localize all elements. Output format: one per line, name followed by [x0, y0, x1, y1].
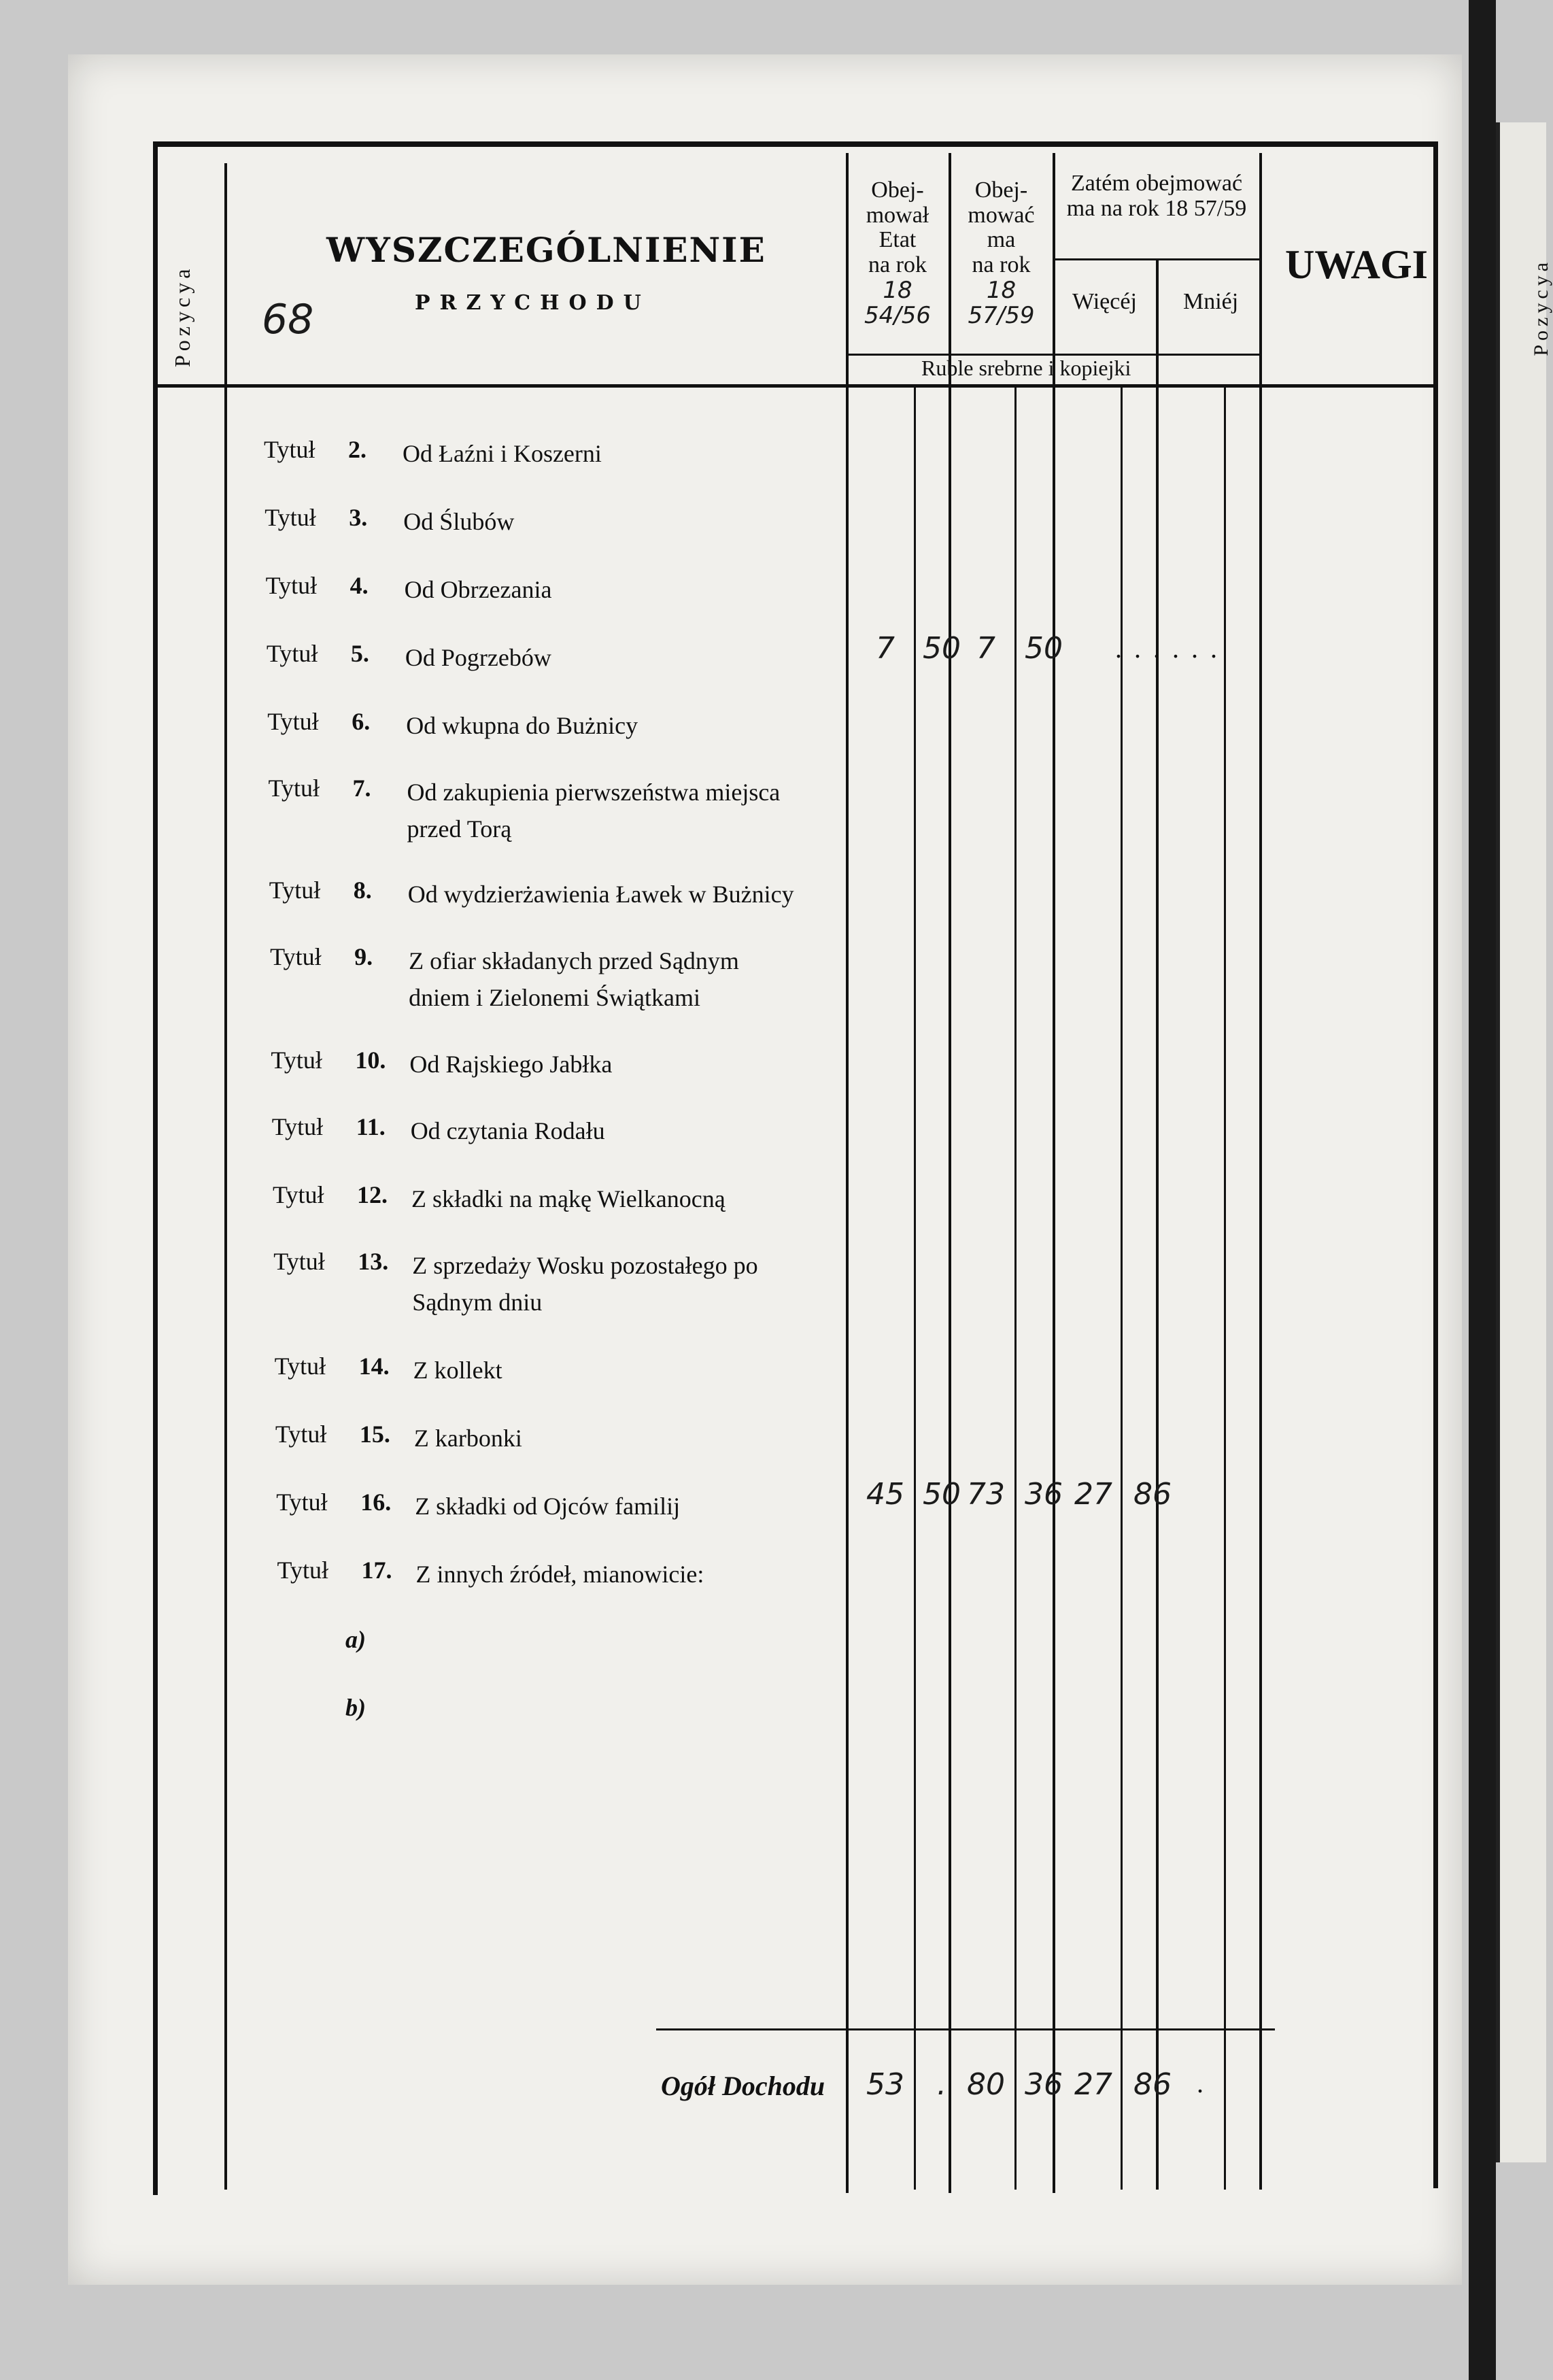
row-label: Tytuł: [274, 1353, 326, 1380]
header-bottom-border: [153, 384, 1438, 388]
row-number: 8.: [353, 877, 372, 904]
table-left-border: [153, 141, 158, 2195]
row16-col1-rubles: 45: [866, 1477, 904, 1512]
row-number: b): [345, 1694, 366, 1721]
row-label: Tytuł: [265, 572, 318, 599]
binding-edge: [1469, 0, 1496, 2380]
row-label: Tytuł: [273, 1248, 325, 1275]
row-description: Od Obrzezania: [404, 576, 552, 603]
row16-col1-kopecks: 50: [923, 1477, 961, 1512]
row-number: 15.: [359, 1421, 390, 1448]
row-label: Tytuł: [271, 1113, 324, 1140]
row-number: 11.: [356, 1113, 386, 1140]
row-description: Sądnym dniu: [412, 1289, 543, 1316]
row-label: Tytuł: [270, 943, 322, 970]
document-page: [68, 54, 1462, 2285]
row-description: Z innych źródeł, mianowicie:: [415, 1561, 704, 1588]
row16-col3-rubles: 27: [1074, 1477, 1112, 1512]
row-number: 12.: [357, 1181, 388, 1208]
header-col2: Obej- mować ma na rok 18 57/59: [968, 177, 1035, 329]
row16-col2-rubles: 73: [967, 1477, 1005, 1512]
row-label: Tytuł: [264, 504, 316, 531]
row-label: Tytuł: [271, 1047, 322, 1074]
row-number: 10.: [355, 1047, 386, 1074]
row-label: Tytuł: [277, 1557, 328, 1584]
row-label: Tytuł: [273, 1181, 324, 1208]
header-zatem: Zatém obejmować ma na rok 18 57/59: [1066, 171, 1247, 221]
row-description: Z kollekt: [413, 1357, 502, 1384]
table-top-border: [153, 141, 1438, 147]
row5-col1-kopecks: 50: [923, 631, 961, 666]
zatem-subdivider: [1053, 258, 1259, 260]
col-divider-2: [949, 153, 951, 2193]
row16-col2-kopecks: 36: [1025, 1477, 1063, 1512]
row-description: Od Ślubów: [403, 508, 515, 535]
row-description: Od Rajskiego Jabłka: [409, 1051, 613, 1078]
row-number: 7.: [352, 775, 371, 802]
row5-col2-rubles: 7: [976, 631, 995, 666]
row-number: 9.: [354, 943, 373, 970]
row-number: 14.: [358, 1353, 390, 1380]
row-description: dniem i Zielonemi Świątkami: [409, 984, 701, 1011]
row-number: 4.: [349, 572, 369, 599]
row-number: 2.: [348, 436, 366, 463]
header-col1: Obej- mował Etat na rok 18 54/56: [864, 177, 931, 329]
row-description: Z ofiar składanych przed Sądnym: [409, 947, 739, 974]
row-label: Tytuł: [276, 1489, 328, 1516]
row-description: Z składki od Ojców familij: [415, 1493, 681, 1520]
row-description: Od zakupienia pierwszeństwa miejsca: [407, 779, 781, 806]
col-divider-4: [1156, 258, 1159, 2190]
table-title: WYSZCZEGÓLNIENIE: [326, 230, 766, 270]
row-description: Z karbonki: [413, 1425, 522, 1452]
row-description: Od Łaźni i Koszerni: [403, 440, 602, 467]
row-label: Tytuł: [269, 877, 321, 904]
row-description: Od wkupna do Bużnicy: [406, 712, 638, 739]
row-description: przed Torą: [407, 815, 512, 843]
row-number: 6.: [352, 708, 371, 735]
total-dots: .: [1197, 2068, 1216, 2098]
row-description: Z sprzedaży Wosku pozostałego po: [412, 1252, 758, 1279]
total-col2-rubles: 80: [967, 2067, 1005, 2102]
col-divider-5: [1259, 153, 1262, 2190]
total-label: Ogół Dochodu: [661, 2071, 825, 2101]
row-number: 3.: [349, 504, 368, 531]
total-col1-kopecks: .: [937, 2067, 946, 2102]
row-description: Z składki na mąkę Wielkanocną: [411, 1185, 726, 1212]
row5-col2-kopecks: 50: [1025, 631, 1063, 666]
header-mniej: Mniéj: [1183, 289, 1239, 314]
row-label: Tytuł: [264, 436, 315, 463]
total-col3-kopecks: 86: [1133, 2067, 1172, 2102]
page-number-handwritten: 68: [262, 296, 314, 343]
total-col1-rubles: 53: [866, 2067, 904, 2102]
table-subtitle: PRZYCHODU: [415, 291, 651, 315]
header-wiecej: Więcéj: [1072, 289, 1137, 314]
adjacent-page-strip: [1496, 122, 1546, 2162]
row-number: 13.: [358, 1248, 389, 1275]
row-number: 17.: [361, 1557, 392, 1584]
header-uwagi: UWAGI: [1285, 242, 1429, 287]
total-col3-rubles: 27: [1074, 2067, 1112, 2102]
row-number: 5.: [350, 640, 369, 667]
col-divider-1: [846, 153, 849, 2193]
row-description: Od wydzierżawienia Ławek w Bużnicy: [407, 881, 794, 908]
row-description: Od Pogrzebów: [405, 644, 551, 671]
col-divider-3: [1053, 153, 1055, 2193]
pozycya-header: Pozycya: [170, 265, 194, 367]
adjacent-page-label: Pozycya: [1530, 258, 1552, 356]
row5-col1-rubles: 7: [876, 631, 895, 666]
header-ruble: Ruble srebrne i kopiejki: [921, 356, 1131, 380]
pozycya-divider: [224, 163, 227, 2190]
table-right-border: [1433, 141, 1438, 2188]
row-label: Tytuł: [266, 640, 318, 667]
row-label: Tytuł: [275, 1421, 327, 1448]
total-rule: [656, 2028, 1275, 2030]
row-label: Tytuł: [267, 708, 319, 735]
row-label: Tytuł: [268, 775, 320, 802]
row-number: a): [345, 1626, 366, 1653]
row5-dots: ......: [1115, 633, 1229, 664]
row-number: 16.: [360, 1489, 392, 1516]
row16-col3-kopecks: 86: [1133, 1477, 1172, 1512]
row-description: Od czytania Rodału: [410, 1117, 605, 1144]
total-col2-kopecks: 36: [1025, 2067, 1063, 2102]
